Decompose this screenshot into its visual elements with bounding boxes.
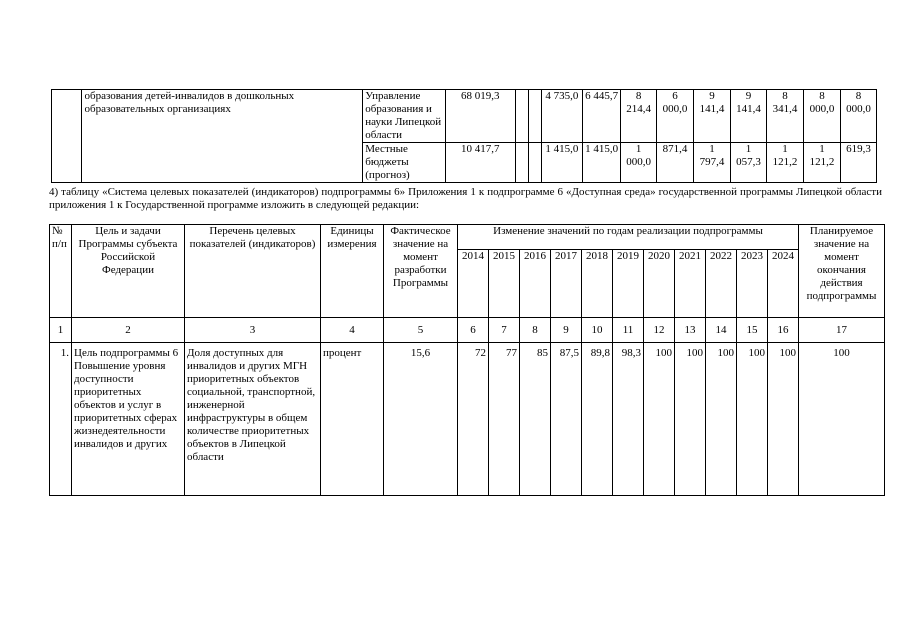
row-value: 100 (644, 343, 675, 496)
financing-value (528, 90, 541, 143)
year-cell: 2017 (551, 250, 582, 318)
financing-value: 8 000,0 (803, 90, 840, 143)
column-number: 3 (185, 318, 321, 343)
header-actual: Фактическое значение на момент разработки Программы (384, 225, 458, 318)
year-cell: 2019 (613, 250, 644, 318)
row-value: 77 (489, 343, 520, 496)
row-value: 100 (675, 343, 706, 496)
column-number: 12 (644, 318, 675, 343)
row-value: 100 (737, 343, 768, 496)
financing-total: 10 417,7 (445, 143, 515, 183)
row-value: 85 (520, 343, 551, 496)
financing-value: 1 797,4 (694, 143, 731, 183)
financing-value: 8 214,4 (621, 90, 657, 143)
header-num: № п/п (50, 225, 72, 318)
header-change: Изменение значений по годам реализации подпрограммы (458, 225, 799, 250)
year-cell: 2023 (737, 250, 768, 318)
header-goal: Цель и задачи Программы субъекта Российской Федерации (72, 225, 185, 318)
empty-cell (52, 90, 82, 183)
financing-total: 68 019,3 (445, 90, 515, 143)
financing-value (515, 143, 528, 183)
financing-description: образования детей-инвалидов в дошкольных образовательных организациях (82, 90, 363, 183)
year-cell: 2024 (768, 250, 799, 318)
financing-value: 9 141,4 (694, 90, 731, 143)
table-row (50, 343, 885, 496)
financing-value: 8 000,0 (840, 90, 876, 143)
financing-value: 8 341,4 (766, 90, 803, 143)
row-value: 98,3 (613, 343, 644, 496)
financing-value: 1 000,0 (621, 143, 657, 183)
row-value: 89,8 (582, 343, 613, 496)
year-cell: 2020 (644, 250, 675, 318)
financing-value: 6 000,0 (657, 90, 694, 143)
row-value: 100 (706, 343, 737, 496)
row-indicator: Доля доступных для инвалидов и других МГН приоритетных объектов социальной, транспортной, инженерной инфраструктуры в общем количестве приоритетных объектов в Липецкой области (185, 343, 321, 496)
header-indicators: Перечень целевых показателей (индикаторов) (185, 225, 321, 318)
financing-value: 1 121,2 (803, 143, 840, 183)
header-row (50, 225, 885, 250)
year-cell: 2021 (675, 250, 706, 318)
financing-value: 1 415,0 (583, 143, 621, 183)
column-number: 8 (520, 318, 551, 343)
financing-value: 871,4 (657, 143, 694, 183)
year-cell: 2022 (706, 250, 737, 318)
row-actual: 15,6 (384, 343, 458, 496)
column-number: 11 (613, 318, 644, 343)
financing-table (51, 89, 877, 183)
financing-source: Местные бюджеты (прогноз) (363, 143, 446, 183)
intro-paragraph: 4) таблицу «Система целевых показателей (индикаторов) подпрограммы 6» Приложения 1 к подпрограмме 6 «Доступная среда» государственной программы Липецкой области приложения 1 к Государственной программе изложить в следующей редакции: (49, 186, 882, 211)
row-planned: 100 (799, 343, 885, 496)
year-cell: 2018 (582, 250, 613, 318)
row-value: 100 (768, 343, 799, 496)
header-planned: Планируемое значение на момент окончания действия подпрограммы (799, 225, 885, 318)
year-cell: 2015 (489, 250, 520, 318)
column-number: 17 (799, 318, 885, 343)
row-num: 1. (50, 343, 72, 496)
column-number: 2 (72, 318, 185, 343)
financing-value: 1 415,0 (541, 143, 582, 183)
row-value: 72 (458, 343, 489, 496)
column-number: 4 (321, 318, 384, 343)
column-number: 7 (489, 318, 520, 343)
financing-value (515, 90, 528, 143)
financing-value: 619,3 (840, 143, 876, 183)
column-number: 10 (582, 318, 613, 343)
financing-row (52, 90, 877, 143)
financing-source: Управление образования и науки Липецкой области (363, 90, 446, 143)
column-number: 5 (384, 318, 458, 343)
financing-value (528, 143, 541, 183)
financing-value: 1 057,3 (731, 143, 767, 183)
column-number: 1 (50, 318, 72, 343)
header-units: Единицы измерения (321, 225, 384, 318)
financing-value: 4 735,0 (541, 90, 582, 143)
row-unit: процент (321, 343, 384, 496)
financing-value: 9 141,4 (731, 90, 767, 143)
column-numbers-row (50, 318, 885, 343)
column-number: 16 (768, 318, 799, 343)
indicators-table (49, 224, 885, 496)
financing-value: 6 445,7 (583, 90, 621, 143)
financing-value: 1 121,2 (766, 143, 803, 183)
column-number: 14 (706, 318, 737, 343)
year-cell: 2014 (458, 250, 489, 318)
row-goal: Цель подпрограммы 6 Повышение уровня доступности приоритетных объектов и услуг в приоритетных сферах жизнедеятельности инвалидов и других (72, 343, 185, 496)
column-number: 9 (551, 318, 582, 343)
column-number: 15 (737, 318, 768, 343)
column-number: 6 (458, 318, 489, 343)
column-number: 13 (675, 318, 706, 343)
row-value: 87,5 (551, 343, 582, 496)
year-cell: 2016 (520, 250, 551, 318)
